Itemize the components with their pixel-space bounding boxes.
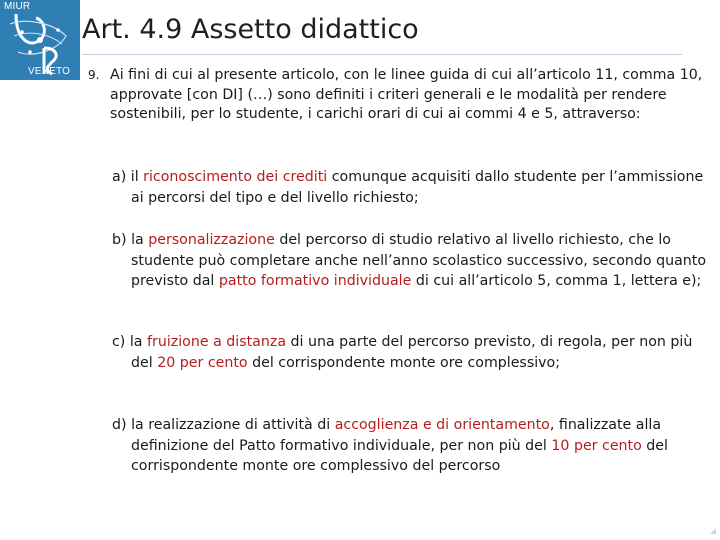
item-a-pre: il: [130, 169, 144, 185]
logo-bottom-text: VENETO: [28, 66, 71, 77]
item-d-highlight-2: 10 per cento: [551, 437, 642, 454]
point-text: Ai fini di cui al presente articolo, con le linee guida di cui all’articolo 11, comma 10, approvate [con DI] (…) sono definiti i criteri generali e le modalità per rendere sostenibili, per lo studente, i carichi orari di cui ai commi 4 e 5, attraverso:: [110, 67, 703, 122]
item-b-mid: del percorso di studio relativo al livello richiesto, che lo studente può completare anche nell’anno scolastico successivo, secondo quanto previsto dal: [131, 232, 706, 289]
item-b-text: [112, 230, 716, 292]
item-b-highlight-1: personalizzazione: [148, 232, 275, 248]
list-item-b: [112, 230, 716, 292]
point-number: 9.: [88, 68, 100, 82]
logo-top-text: MIUR: [4, 1, 31, 12]
item-a-letter: a): [112, 169, 131, 185]
item-d-post: del corrispondente monte ore complessivo del percorso: [131, 437, 668, 474]
item-a-post: comunque acquisiti dallo studente per l’ammissione ai percorsi del tipo e del livello richiesto;: [131, 169, 704, 206]
list-item-c: [112, 332, 716, 373]
item-d-text: [112, 415, 716, 477]
item-d-mid: , finalizzate alla definizione del Patto formativo individuale, per non più del: [131, 417, 662, 454]
miur-veneto-logo: [0, 0, 80, 80]
list-item-a: [112, 167, 716, 208]
slide-title: Art. 4.9 Assetto didattico: [82, 14, 419, 45]
slide-corner-decoration: [704, 522, 716, 534]
item-a-text: [112, 167, 716, 208]
item-c-highlight-2: 20 per cento: [157, 354, 248, 371]
item-c-pre: la: [129, 334, 148, 350]
item-b-pre: la: [131, 232, 149, 248]
item-c-text: [112, 332, 716, 373]
item-c-letter: c): [112, 334, 130, 350]
item-c-post: del corrispondente monte ore complessivo;: [247, 354, 561, 371]
point-9: [88, 66, 714, 125]
item-b-highlight-2: patto formativo individuale: [218, 273, 412, 289]
item-d-pre: la realizzazione di attività di: [131, 417, 335, 433]
list-item-d: [112, 415, 716, 477]
item-d-letter: d): [112, 417, 132, 433]
title-divider: [82, 54, 682, 55]
item-b-post: di cui all’articolo 5, comma 1, lettera e);: [411, 273, 702, 289]
item-d-highlight-1: accoglienza e di orientamento: [334, 417, 550, 433]
item-c-mid: di una parte del percorso previsto, di regola, per non più del: [131, 334, 693, 371]
item-b-letter: b): [112, 232, 132, 248]
item-a-highlight: riconoscimento dei crediti: [143, 169, 328, 185]
item-c-highlight-1: fruizione a distanza: [147, 334, 287, 350]
